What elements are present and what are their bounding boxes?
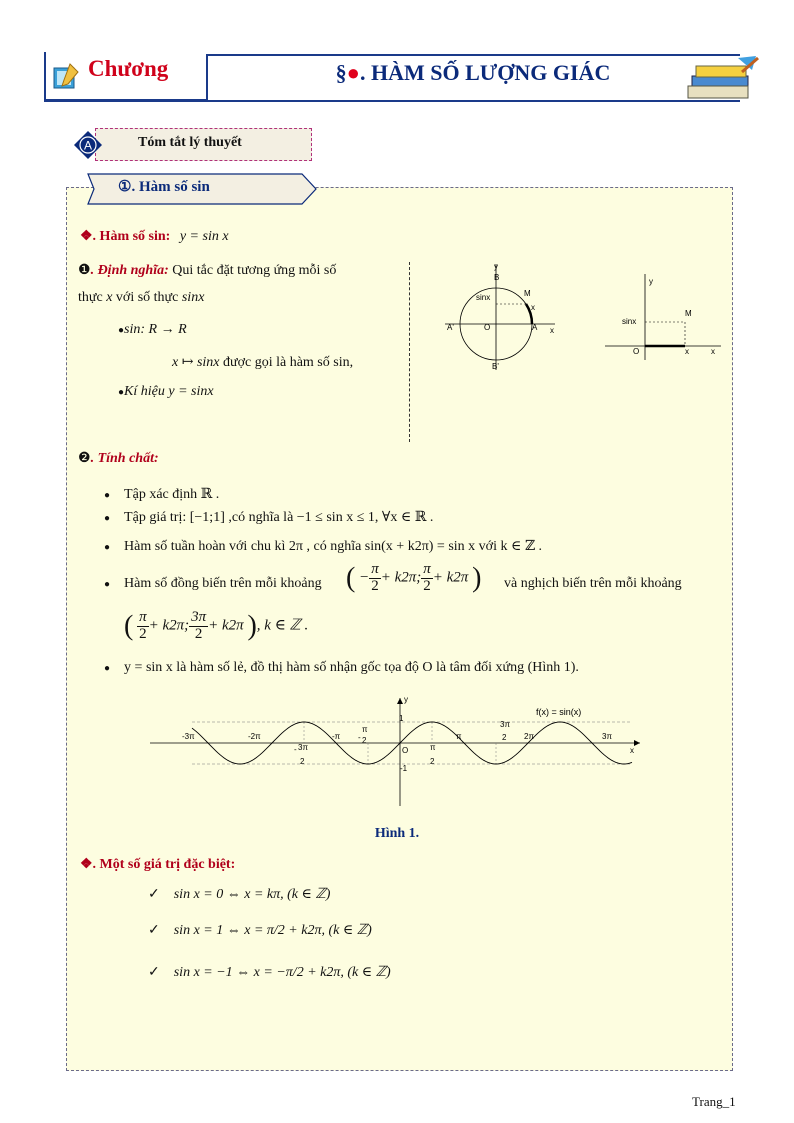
property-monotonic: ● Hàm số đồng biến trên mỗi khoảng	[104, 576, 322, 591]
svg-text:π: π	[362, 725, 368, 734]
property-periodic: ● Hàm số tuần hoàn với chu kì 2π , có nghĩa sin(x + k2π) = sin x với k ∈ ℤ .	[104, 539, 543, 554]
interval-increasing: ( − $\frac{\pi}{2}$ + k2π; $\frac{\pi}{2}$ + k2π )	[346, 561, 482, 594]
svg-text:2: 2	[430, 757, 435, 766]
svg-text:y: y	[404, 695, 408, 704]
svg-text:A': A'	[447, 323, 454, 332]
section-a-badge-letter: A	[83, 138, 93, 153]
property-range: ● Tập giá trị: [−1;1] ,có nghĩa là −1 ≤ sin x ≤ 1, ∀x ∈ ℝ .	[104, 510, 434, 525]
svg-text:2: 2	[502, 733, 507, 742]
page-number: Trang_1	[692, 1094, 736, 1109]
special-value-2: ✓ sin x = 1 ⇔ x = π/2 + k2π, (k ∈ ℤ)	[148, 923, 372, 938]
svg-text:2: 2	[300, 757, 305, 766]
sin-heading: ❖. Hàm số sin: y = sin x	[80, 229, 229, 244]
svg-text:B: B	[494, 273, 500, 282]
subsection-label: ①. Hàm số sin	[118, 179, 210, 195]
svg-text:O: O	[402, 746, 409, 755]
section-a-badge-icon	[73, 130, 103, 160]
function-label: f(x) = sin(x)	[536, 707, 582, 717]
svg-text:A: A	[532, 323, 538, 332]
definition-line-2: thực x với số thực sinx	[78, 290, 205, 305]
interval-decreasing: ( $\frac{\pi}{2}$ + k2π; $\frac{3\pi}{2}$ + k2π ), k ∈ ℤ .	[124, 609, 309, 642]
svg-text:y: y	[649, 277, 653, 286]
svg-text:M: M	[524, 289, 531, 298]
svg-text:3π: 3π	[298, 743, 308, 752]
page-title: §●. HÀM SỐ LƯỢNG GIÁC	[335, 60, 611, 85]
definition-map-1: ●sin: R → R	[118, 322, 187, 337]
svg-text:-: -	[358, 733, 361, 742]
svg-text:sinx: sinx	[476, 293, 491, 302]
special-value-3: ✓ sin x = −1 ⇔ x = −π/2 + k2π, (k ∈ ℤ)	[148, 965, 391, 980]
property-monotonic-b: và nghịch biến trên mỗi khoảng	[504, 576, 682, 591]
special-values-heading: ❖. Một số giá trị đặc biệt:	[80, 857, 236, 872]
books-pencil-icon	[682, 54, 762, 106]
definition-line-1: ❶. Định nghĩa: Qui tắc đặt tương ứng mỗi số	[78, 263, 337, 278]
svg-text:sinx: sinx	[622, 317, 637, 326]
property-odd: ● y = sin x là hàm số lẻ, đồ thị hàm số nhận gốc tọa độ O là tâm đối xứng (Hình 1).	[104, 660, 579, 675]
svg-text:π: π	[430, 743, 436, 752]
definition-map-2: x ↦ sinx được gọi là hàm số sin,	[172, 355, 354, 370]
svg-text:-1: -1	[400, 764, 408, 773]
svg-text:x: x	[531, 303, 535, 312]
divider	[409, 262, 410, 442]
svg-text:-: -	[294, 745, 297, 754]
svg-text:x: x	[711, 347, 715, 356]
section-a-label: Tóm tắt lý thuyết	[138, 135, 242, 150]
svg-text:x: x	[630, 746, 634, 755]
svg-text:x: x	[550, 326, 554, 335]
svg-text:1: 1	[399, 714, 404, 723]
sine-graph	[150, 694, 646, 810]
svg-text:-π: -π	[332, 732, 341, 741]
property-domain: ● Tập xác định ℝ .	[104, 487, 220, 502]
unit-circle-figure	[440, 260, 565, 372]
svg-text:3π: 3π	[500, 720, 510, 729]
chapter-label: Chương	[88, 56, 169, 81]
special-value-1: ✓ sin x = 0 ⇔ x = kπ, (k ∈ ℤ)	[148, 887, 331, 902]
axis-figure	[605, 270, 723, 362]
svg-text:π: π	[456, 732, 462, 741]
svg-text:-2π: -2π	[248, 732, 261, 741]
svg-text:3π: 3π	[602, 732, 612, 741]
svg-text:B': B'	[492, 362, 499, 371]
svg-text:O: O	[484, 323, 491, 332]
svg-text:O: O	[633, 347, 640, 356]
notebook-icon	[50, 62, 82, 92]
definition-notation: ●Kí hiệu y = sinx	[118, 384, 214, 399]
svg-text:x: x	[685, 347, 689, 356]
properties-heading: ❷. Tính chất:	[78, 451, 159, 466]
svg-text:M: M	[685, 309, 692, 318]
svg-text:2: 2	[362, 736, 367, 745]
svg-text:2π: 2π	[524, 732, 534, 741]
svg-text:y: y	[494, 262, 498, 271]
figure-caption: Hình 1.	[374, 826, 420, 841]
svg-text:-3π: -3π	[182, 732, 195, 741]
